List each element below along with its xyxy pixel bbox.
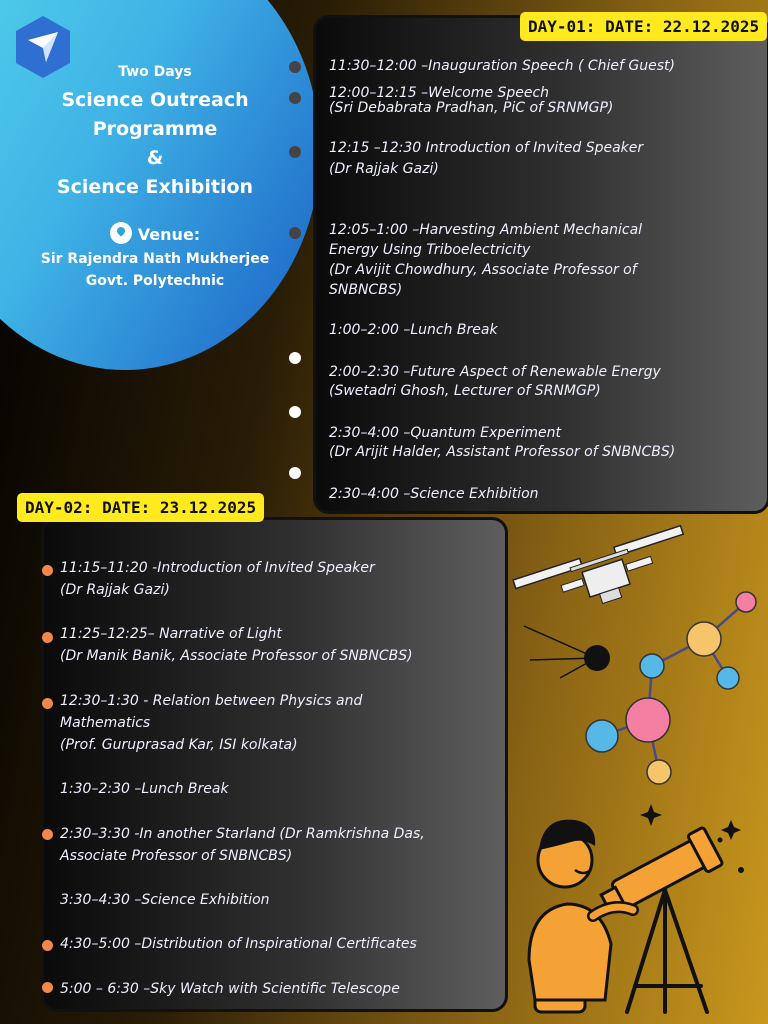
day2-event: 12:30–1:30 - Relation between Physics and Mathematics (Prof. Guruprasad Kar, ISI kolkata) xyxy=(60,693,363,753)
day2-event: 2:30–3:30 -In another Starland (Dr Ramkrishna Das, Associate Professor of SNBNCBS) xyxy=(60,826,425,864)
bullet-icon xyxy=(289,227,301,239)
day1-event: 2:30–4:00 –Science Exhibition xyxy=(329,486,539,502)
day2-event: 1:30–2:30 –Lunch Break xyxy=(60,781,229,797)
day2-badge: DAY-02: DATE: 23.12.2025 xyxy=(17,493,264,522)
day1-event: 1:00–2:00 –Lunch Break xyxy=(329,322,498,338)
subtitle: Two Days xyxy=(118,64,192,80)
bullet-icon xyxy=(42,698,53,709)
bullet-icon xyxy=(42,982,53,993)
bullet-icon xyxy=(42,632,53,643)
bullet-icon xyxy=(42,940,53,951)
molecule-icon xyxy=(578,588,766,788)
bullet-icon xyxy=(289,146,301,158)
bullet-icon xyxy=(42,565,53,576)
telescope-kid-icon xyxy=(515,790,765,1022)
day2-event: 11:15–11:20 -Introduction of Invited Speaker (Dr Rajjak Gazi) xyxy=(60,560,375,598)
page-title: Science Outreach Programme & Science Exhibition xyxy=(56,89,254,198)
location-pin-icon xyxy=(110,222,132,244)
day1-event: 2:00–2:30 –Future Aspect of Renewable Energy (Swetadri Ghosh, Lecturer of SRNMGP) xyxy=(329,364,661,399)
day1-event: 12:00–12:15 –Welcome Speech (Sri Debabrata Pradhan, PiC of SRNMGP) xyxy=(329,85,614,116)
bullet-icon xyxy=(289,352,301,364)
bullet-icon xyxy=(289,406,301,418)
day1-event: 12:05–1:00 –Harvesting Ambient Mechanical Energy Using Triboelectricity (Dr Avijit Chowdhury, Associate Professor of SNBNCBS) xyxy=(329,222,643,298)
bullet-icon xyxy=(289,61,301,73)
day1-event: 11:30–12:00 –Inauguration Speech ( Chief Guest) xyxy=(329,58,676,74)
day1-event: 12:15 –12:30 Introduction of Invited Speaker (Dr Rajjak Gazi) xyxy=(329,140,644,177)
day1-badge: DAY-01: DATE: 22.12.2025 xyxy=(520,12,767,41)
day2-event: 4:30–5:00 –Distribution of Inspirational Certificates xyxy=(60,936,417,952)
day2-event: 5:00 – 6:30 –Sky Watch with Scientific Telescope xyxy=(60,981,400,997)
day2-event: 11:25–12:25– Narrative of Light (Dr Manik Banik, Associate Professor of SNBNCBS) xyxy=(60,626,413,664)
bullet-icon xyxy=(289,467,301,479)
venue-label: Venue: xyxy=(20,222,290,244)
bullet-icon xyxy=(42,829,53,840)
day2-event: 3:30–4:30 –Science Exhibition xyxy=(60,892,270,908)
venue-name: Sir Rajendra Nath Mukherjee Govt. Polytechnic xyxy=(40,251,270,289)
bullet-icon xyxy=(289,92,301,104)
day1-event: 2:30–4:00 –Quantum Experiment (Dr Arijit Halder, Assistant Professor of SNBNCBS) xyxy=(329,425,676,460)
